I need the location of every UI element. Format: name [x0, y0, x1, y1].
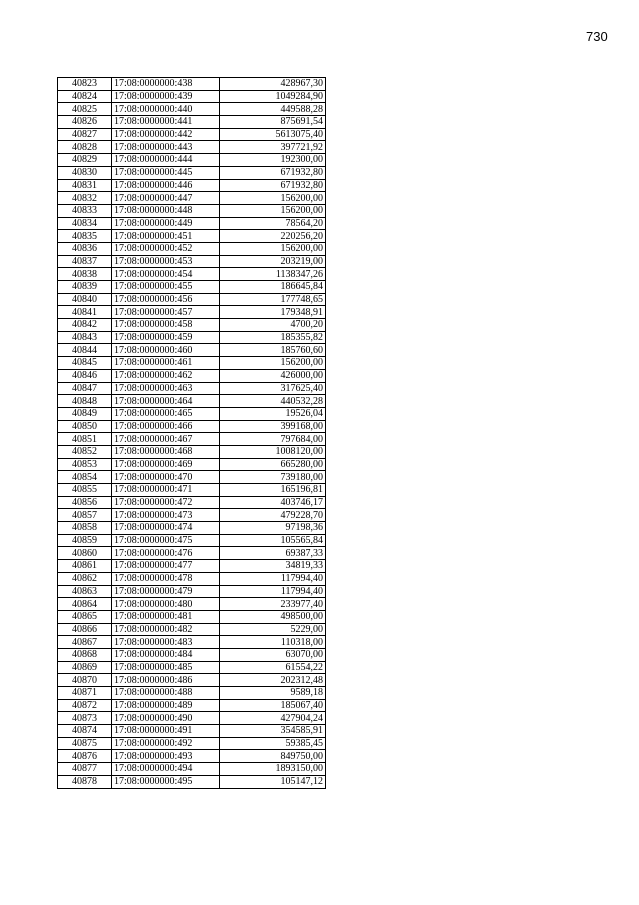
amount-cell: 192300,00	[220, 154, 326, 167]
table-row	[58, 445, 326, 458]
row-id-cell: 40837	[58, 255, 112, 268]
table-row	[58, 357, 326, 370]
table-row	[58, 128, 326, 141]
table-row	[58, 750, 326, 763]
cadastral-number-cell: 17:08:0000000:465	[112, 407, 220, 420]
amount-cell: 449588,28	[220, 103, 326, 116]
amount-cell: 739180,00	[220, 471, 326, 484]
table-row	[58, 636, 326, 649]
amount-cell: 399168,00	[220, 420, 326, 433]
row-id-cell: 40868	[58, 648, 112, 661]
row-id-cell: 40860	[58, 547, 112, 560]
row-id-cell: 40871	[58, 687, 112, 700]
cadastral-number-cell: 17:08:0000000:451	[112, 230, 220, 243]
amount-cell: 59385,45	[220, 737, 326, 750]
amount-cell: 5229,00	[220, 623, 326, 636]
cadastral-number-cell: 17:08:0000000:482	[112, 623, 220, 636]
amount-cell: 34819,33	[220, 560, 326, 573]
table-row	[58, 319, 326, 332]
cadastral-number-cell: 17:08:0000000:448	[112, 204, 220, 217]
table-row	[58, 687, 326, 700]
row-id-cell: 40847	[58, 382, 112, 395]
cadastral-number-cell: 17:08:0000000:456	[112, 293, 220, 306]
amount-cell: 665280,00	[220, 458, 326, 471]
row-id-cell: 40841	[58, 306, 112, 319]
amount-cell: 185067,40	[220, 699, 326, 712]
amount-cell: 671932,80	[220, 166, 326, 179]
amount-cell: 156200,00	[220, 192, 326, 205]
row-id-cell: 40854	[58, 471, 112, 484]
cadastral-number-cell: 17:08:0000000:447	[112, 192, 220, 205]
table-row	[58, 78, 326, 91]
row-id-cell: 40848	[58, 395, 112, 408]
cadastral-number-cell: 17:08:0000000:455	[112, 281, 220, 294]
cadastral-number-cell: 17:08:0000000:457	[112, 306, 220, 319]
row-id-cell: 40829	[58, 154, 112, 167]
amount-cell: 203219,00	[220, 255, 326, 268]
table-row	[58, 547, 326, 560]
amount-cell: 186645,84	[220, 281, 326, 294]
row-id-cell: 40865	[58, 610, 112, 623]
table-row	[58, 268, 326, 281]
amount-cell: 63070,00	[220, 648, 326, 661]
amount-cell: 156200,00	[220, 242, 326, 255]
amount-cell: 61554,22	[220, 661, 326, 674]
cadastral-number-cell: 17:08:0000000:458	[112, 319, 220, 332]
cadastral-number-cell: 17:08:0000000:472	[112, 496, 220, 509]
amount-cell: 117994,40	[220, 572, 326, 585]
cadastral-number-cell: 17:08:0000000:443	[112, 141, 220, 154]
table-row	[58, 331, 326, 344]
cadastral-number-cell: 17:08:0000000:483	[112, 636, 220, 649]
row-id-cell: 40830	[58, 166, 112, 179]
table-row	[58, 217, 326, 230]
cadastral-number-cell: 17:08:0000000:473	[112, 509, 220, 522]
table-row	[58, 281, 326, 294]
row-id-cell: 40828	[58, 141, 112, 154]
amount-cell: 78564,20	[220, 217, 326, 230]
table-row	[58, 179, 326, 192]
cadastral-number-cell: 17:08:0000000:492	[112, 737, 220, 750]
table-row	[58, 116, 326, 129]
row-id-cell: 40853	[58, 458, 112, 471]
row-id-cell: 40874	[58, 725, 112, 738]
amount-cell: 179348,91	[220, 306, 326, 319]
table-row	[58, 775, 326, 788]
amount-cell: 1138347,26	[220, 268, 326, 281]
table-row	[58, 407, 326, 420]
amount-cell: 498500,00	[220, 610, 326, 623]
data-table	[57, 77, 326, 789]
row-id-cell: 40867	[58, 636, 112, 649]
cadastral-number-cell: 17:08:0000000:441	[112, 116, 220, 129]
row-id-cell: 40849	[58, 407, 112, 420]
row-id-cell: 40850	[58, 420, 112, 433]
table-row	[58, 623, 326, 636]
row-id-cell: 40835	[58, 230, 112, 243]
table-row	[58, 230, 326, 243]
table-row	[58, 763, 326, 776]
amount-cell: 354585,91	[220, 725, 326, 738]
row-id-cell: 40873	[58, 712, 112, 725]
amount-cell: 428967,30	[220, 78, 326, 91]
table-row	[58, 509, 326, 522]
amount-cell: 185355,82	[220, 331, 326, 344]
cadastral-number-cell: 17:08:0000000:476	[112, 547, 220, 560]
amount-cell: 849750,00	[220, 750, 326, 763]
amount-cell: 4700,20	[220, 319, 326, 332]
table-row	[58, 648, 326, 661]
row-id-cell: 40843	[58, 331, 112, 344]
amount-cell: 117994,40	[220, 585, 326, 598]
cadastral-number-cell: 17:08:0000000:481	[112, 610, 220, 623]
amount-cell: 479228,70	[220, 509, 326, 522]
row-id-cell: 40851	[58, 433, 112, 446]
amount-cell: 233977,40	[220, 598, 326, 611]
amount-cell: 156200,00	[220, 357, 326, 370]
table-row	[58, 585, 326, 598]
table-row	[58, 433, 326, 446]
table-row	[58, 471, 326, 484]
cadastral-number-cell: 17:08:0000000:469	[112, 458, 220, 471]
cadastral-number-cell: 17:08:0000000:480	[112, 598, 220, 611]
table-row	[58, 420, 326, 433]
table-row	[58, 458, 326, 471]
cadastral-number-cell: 17:08:0000000:440	[112, 103, 220, 116]
table-row	[58, 255, 326, 268]
cadastral-number-cell: 17:08:0000000:485	[112, 661, 220, 674]
cadastral-number-cell: 17:08:0000000:470	[112, 471, 220, 484]
table-row	[58, 560, 326, 573]
table-row	[58, 395, 326, 408]
row-id-cell: 40859	[58, 534, 112, 547]
cadastral-number-cell: 17:08:0000000:486	[112, 674, 220, 687]
amount-cell: 797684,00	[220, 433, 326, 446]
row-id-cell: 40823	[58, 78, 112, 91]
cadastral-number-cell: 17:08:0000000:459	[112, 331, 220, 344]
amount-cell: 1049284,90	[220, 90, 326, 103]
table-row	[58, 344, 326, 357]
table-row	[58, 522, 326, 535]
row-id-cell: 40855	[58, 484, 112, 497]
cadastral-number-cell: 17:08:0000000:453	[112, 255, 220, 268]
table-row	[58, 699, 326, 712]
row-id-cell: 40840	[58, 293, 112, 306]
row-id-cell: 40838	[58, 268, 112, 281]
row-id-cell: 40861	[58, 560, 112, 573]
row-id-cell: 40878	[58, 775, 112, 788]
row-id-cell: 40863	[58, 585, 112, 598]
row-id-cell: 40846	[58, 369, 112, 382]
table-row	[58, 154, 326, 167]
row-id-cell: 40833	[58, 204, 112, 217]
cadastral-number-cell: 17:08:0000000:460	[112, 344, 220, 357]
table-row	[58, 293, 326, 306]
table-row	[58, 674, 326, 687]
amount-cell: 671932,80	[220, 179, 326, 192]
amount-cell: 110318,00	[220, 636, 326, 649]
row-id-cell: 40827	[58, 128, 112, 141]
cadastral-number-cell: 17:08:0000000:461	[112, 357, 220, 370]
row-id-cell: 40877	[58, 763, 112, 776]
cadastral-number-cell: 17:08:0000000:442	[112, 128, 220, 141]
row-id-cell: 40872	[58, 699, 112, 712]
row-id-cell: 40869	[58, 661, 112, 674]
row-id-cell: 40856	[58, 496, 112, 509]
cadastral-number-cell: 17:08:0000000:467	[112, 433, 220, 446]
table-row	[58, 661, 326, 674]
row-id-cell: 40826	[58, 116, 112, 129]
amount-cell: 9589,18	[220, 687, 326, 700]
amount-cell: 165196,81	[220, 484, 326, 497]
amount-cell: 177748,65	[220, 293, 326, 306]
amount-cell: 317625,40	[220, 382, 326, 395]
amount-cell: 156200,00	[220, 204, 326, 217]
amount-cell: 427904,24	[220, 712, 326, 725]
row-id-cell: 40831	[58, 179, 112, 192]
amount-cell: 105565,84	[220, 534, 326, 547]
row-id-cell: 40834	[58, 217, 112, 230]
table-row	[58, 598, 326, 611]
cadastral-number-cell: 17:08:0000000:466	[112, 420, 220, 433]
amount-cell: 202312,48	[220, 674, 326, 687]
row-id-cell: 40875	[58, 737, 112, 750]
cadastral-number-cell: 17:08:0000000:449	[112, 217, 220, 230]
cadastral-number-cell: 17:08:0000000:479	[112, 585, 220, 598]
cadastral-number-cell: 17:08:0000000:452	[112, 242, 220, 255]
row-id-cell: 40857	[58, 509, 112, 522]
table-row	[58, 610, 326, 623]
table-row	[58, 725, 326, 738]
cadastral-number-cell: 17:08:0000000:445	[112, 166, 220, 179]
row-id-cell: 40824	[58, 90, 112, 103]
table-body	[58, 78, 326, 789]
cadastral-number-cell: 17:08:0000000:494	[112, 763, 220, 776]
amount-cell: 97198,36	[220, 522, 326, 535]
table-row	[58, 484, 326, 497]
cadastral-number-cell: 17:08:0000000:495	[112, 775, 220, 788]
row-id-cell: 40858	[58, 522, 112, 535]
amount-cell: 220256,20	[220, 230, 326, 243]
row-id-cell: 40852	[58, 445, 112, 458]
table-row	[58, 103, 326, 116]
table-row	[58, 166, 326, 179]
row-id-cell: 40839	[58, 281, 112, 294]
amount-cell: 105147,12	[220, 775, 326, 788]
row-id-cell: 40845	[58, 357, 112, 370]
cadastral-number-cell: 17:08:0000000:444	[112, 154, 220, 167]
table-row	[58, 712, 326, 725]
table-row	[58, 572, 326, 585]
cadastral-number-cell: 17:08:0000000:477	[112, 560, 220, 573]
page-number: 730	[586, 29, 608, 44]
row-id-cell: 40864	[58, 598, 112, 611]
table-row	[58, 534, 326, 547]
amount-cell: 185760,60	[220, 344, 326, 357]
table-row	[58, 242, 326, 255]
cadastral-number-cell: 17:08:0000000:490	[112, 712, 220, 725]
table-row	[58, 90, 326, 103]
row-id-cell: 40844	[58, 344, 112, 357]
cadastral-number-cell: 17:08:0000000:493	[112, 750, 220, 763]
cadastral-number-cell: 17:08:0000000:475	[112, 534, 220, 547]
cadastral-number-cell: 17:08:0000000:478	[112, 572, 220, 585]
cadastral-number-cell: 17:08:0000000:464	[112, 395, 220, 408]
table-row	[58, 382, 326, 395]
table-row	[58, 306, 326, 319]
row-id-cell: 40862	[58, 572, 112, 585]
table-row	[58, 737, 326, 750]
row-id-cell: 40870	[58, 674, 112, 687]
cadastral-number-cell: 17:08:0000000:484	[112, 648, 220, 661]
amount-cell: 403746,17	[220, 496, 326, 509]
row-id-cell: 40832	[58, 192, 112, 205]
amount-cell: 1008120,00	[220, 445, 326, 458]
cadastral-number-cell: 17:08:0000000:439	[112, 90, 220, 103]
cadastral-number-cell: 17:08:0000000:488	[112, 687, 220, 700]
table-row	[58, 192, 326, 205]
row-id-cell: 40866	[58, 623, 112, 636]
cadastral-number-cell: 17:08:0000000:474	[112, 522, 220, 535]
cadastral-number-cell: 17:08:0000000:438	[112, 78, 220, 91]
row-id-cell: 40842	[58, 319, 112, 332]
table-row	[58, 369, 326, 382]
cadastral-number-cell: 17:08:0000000:489	[112, 699, 220, 712]
cadastral-number-cell: 17:08:0000000:468	[112, 445, 220, 458]
amount-cell: 1893150,00	[220, 763, 326, 776]
row-id-cell: 40876	[58, 750, 112, 763]
cadastral-number-cell: 17:08:0000000:462	[112, 369, 220, 382]
cadastral-number-cell: 17:08:0000000:471	[112, 484, 220, 497]
table-row	[58, 496, 326, 509]
cadastral-number-cell: 17:08:0000000:446	[112, 179, 220, 192]
amount-cell: 397721,92	[220, 141, 326, 154]
amount-cell: 69387,33	[220, 547, 326, 560]
amount-cell: 19526,04	[220, 407, 326, 420]
cadastral-number-cell: 17:08:0000000:463	[112, 382, 220, 395]
amount-cell: 440532,28	[220, 395, 326, 408]
amount-cell: 875691,54	[220, 116, 326, 129]
row-id-cell: 40825	[58, 103, 112, 116]
amount-cell: 5613075,40	[220, 128, 326, 141]
cadastral-number-cell: 17:08:0000000:454	[112, 268, 220, 281]
cadastral-number-cell: 17:08:0000000:491	[112, 725, 220, 738]
row-id-cell: 40836	[58, 242, 112, 255]
table-row	[58, 141, 326, 154]
amount-cell: 426000,00	[220, 369, 326, 382]
table-row	[58, 204, 326, 217]
